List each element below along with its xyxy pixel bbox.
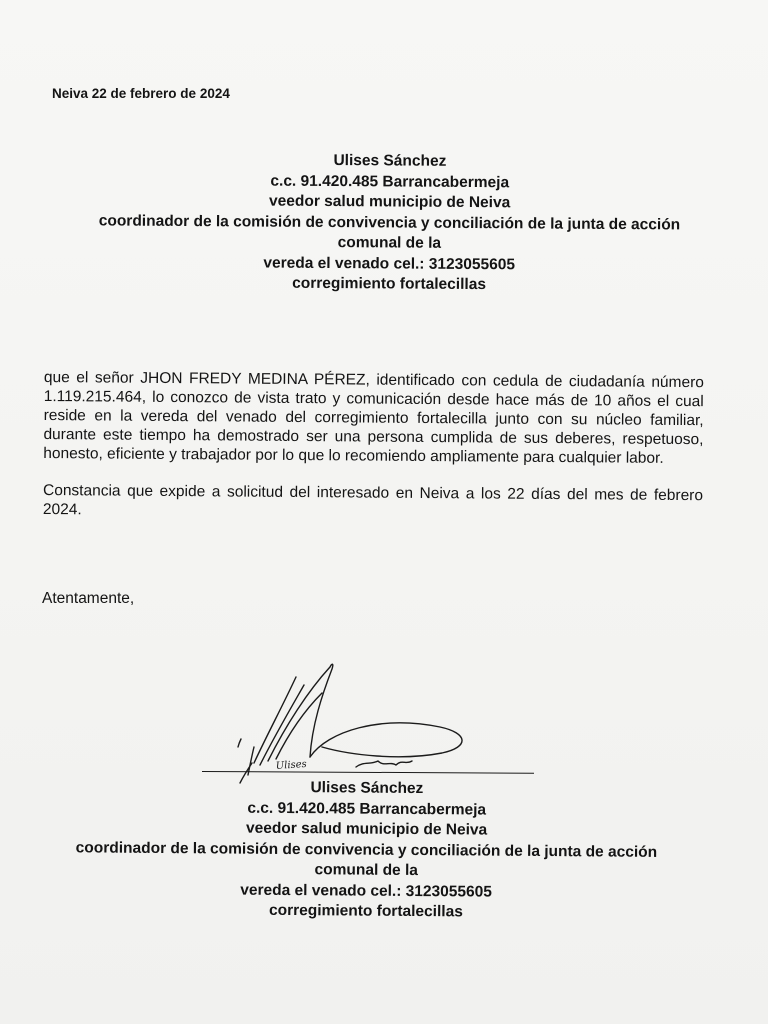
letterhead [39,149,740,297]
letterhead-title-line1: coordinador de la comisión de convivencia y conciliación de la junta de acción [98,211,681,233]
signature-handwriting: Ulises [275,758,308,772]
body-paragraph-1: que el señor JHON FREDY MEDINA PÉREZ, identificado con cedula de ciudadanía número 1.119.215.464, lo conozco de vista trato y comunicación desde hace más de 10 años el cual reside en la vereda del venado del corregimiento fortalecilla junto con su núcleo familiar, durante este tiempo ha demostrado ser una persona cumplida de sus deberes, respetuoso, honesto, eficiente y trabajador por lo que lo recomiendo ampliamente para cualquier labor. [43,368,704,467]
letterhead-district: corregimiento fortalecillas [292,274,487,294]
signature-block [31,776,702,925]
signer-district: corregimiento fortalecillas [268,901,463,921]
signer-location: vereda el venado cel.: 3123055605 [240,881,492,901]
closing-salutation: Atentamente, [42,590,135,607]
letterhead-id: c.c. 91.420.485 Barrancabermeja [270,172,510,191]
handwritten-signature [230,655,490,785]
signer-id: c.c. 91.420.485 Barrancabermeja [247,799,487,819]
signer-role: veedor salud municipio de Neiva [245,819,488,839]
document-date: Neiva 22 de febrero de 2024 [52,86,230,101]
signer-name: Ulises Sánchez [310,779,424,798]
signer-title-line2: comunal de la [314,861,419,880]
letterhead-name: Ulises Sánchez [333,152,447,170]
letterhead-location: vereda el venado cel.: 3123055605 [263,254,516,273]
letterhead-role: veedor salud municipio de Neiva [268,192,511,212]
body-paragraph-2: Constancia que expide a solicitud del interesado en Neiva a los 22 días del mes de febrero 2024. [42,481,704,519]
signer-title-line1: coordinador de la comisión de convivencia y conciliación de la junta de acción [75,838,658,861]
letter-body [43,368,704,524]
letterhead-title-line2: comunal de la [337,234,442,252]
